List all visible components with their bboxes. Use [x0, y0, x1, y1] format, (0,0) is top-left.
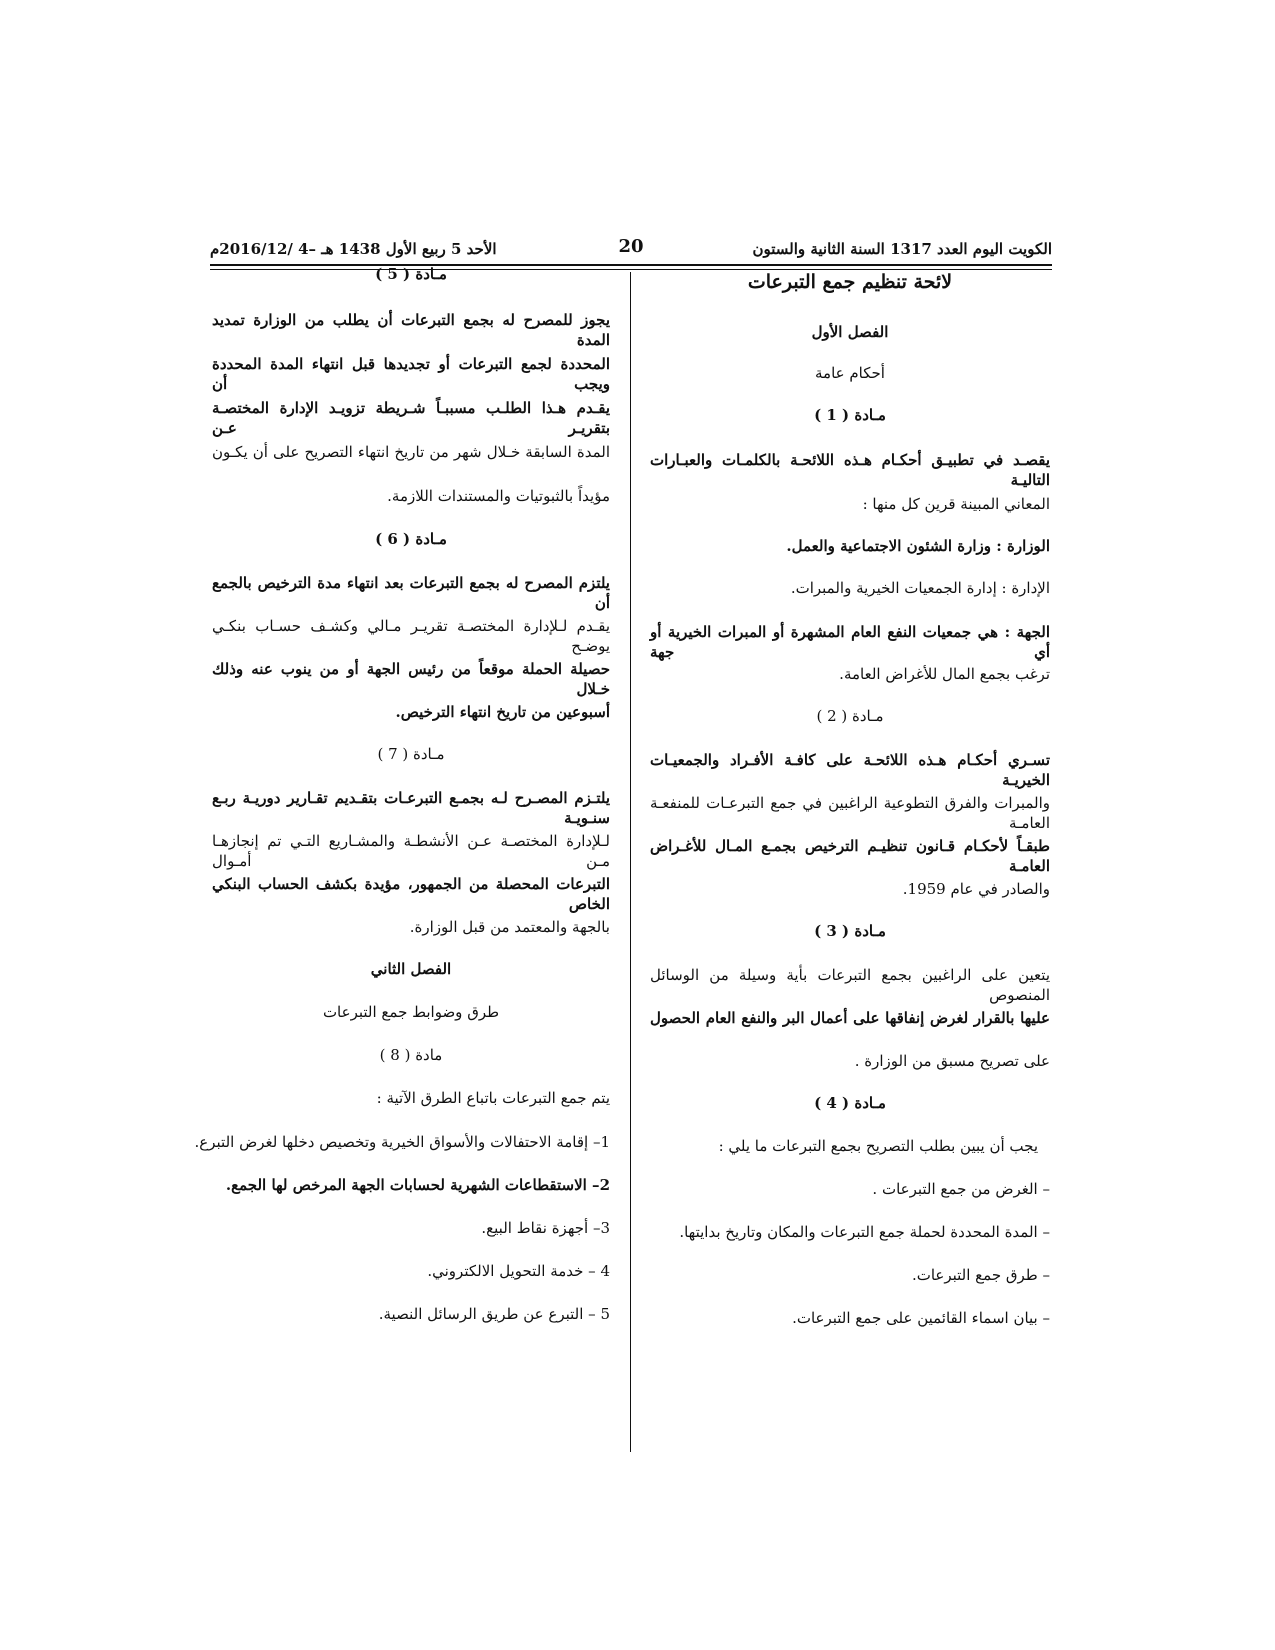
list-item: 4 – خدمة التحويل الالكتروني. [427, 1262, 610, 1280]
definition-line: الوزارة : وزارة الشئون الاجتماعية والعمل. [786, 537, 1050, 555]
header-date: الأحد 5 ربيع الأول 1438 هـ –4 /2016/12م [210, 240, 497, 258]
paragraph-line: يتم جمع التبرعات باتباع الطرق الآتية : [376, 1089, 610, 1107]
paragraph-line: عليها بالقرار لغرض إنفاقها على أعمال البر والنفع العام الحصول [650, 1009, 1050, 1027]
list-item: 1– إقامة الاحتفالات والأسواق الخيرية وتخصيص دخلها لغرض التبرع. [194, 1133, 610, 1151]
paragraph-line: والصادر في عام 1959. [902, 880, 1050, 898]
paragraph-line: والمبرات والفرق التطوعية الراغبين في جمع التبرعـات للمنفعـة العامـة [650, 794, 1050, 832]
list-item: – طرق جمع التبرعات. [911, 1266, 1050, 1284]
article-heading: مـادة ( 1 ) [814, 406, 886, 424]
paragraph-line: مؤيداً بالثبوتيات والمستندات اللازمة. [387, 487, 610, 505]
paragraph-line: يتعين على الراغبين بجمع التبرعات بأية وسيلة من الوسائل المنصوص [650, 966, 1050, 1004]
header-issue: الكويت اليوم العدد 1317 السنة الثانية والستون [752, 240, 1052, 258]
list-item: – بيان اسماء القائمين على جمع التبرعات. [792, 1309, 1050, 1327]
chapter-heading: الفصل الثاني [370, 960, 452, 978]
list-item: – المدة المحددة لحملة جمع التبرعات والمكان وتاريخ بدايتها. [679, 1223, 1050, 1241]
article-heading: مـادة ( 4 ) [814, 1094, 886, 1112]
section-heading: طرق وضوابط جمع التبرعات [322, 1003, 500, 1021]
definition-line: الجهة : هي جمعيات النفع العام المشهرة أو المبرات الخيرية أو أي جهة [650, 623, 1050, 661]
paragraph-line: التبرعات المحصلة من الجمهور، مؤيدة بكشف الحساب البنكي الخاص [212, 875, 610, 913]
paragraph-line: أسبوعين من تاريخ انتهاء الترخيص. [395, 703, 610, 721]
chapter-heading: الفصل الأول [811, 323, 889, 341]
paragraph-line: ترغب بجمع المال للأغراض العامة. [839, 665, 1050, 683]
list-item: 3– أجهزة نقاط البيع. [481, 1219, 610, 1237]
paragraph-line: طبقـاً لأحكـام قـانون تنظيـم الترخيص بجمـع المـال للأغـراض العامـة [650, 837, 1050, 875]
paragraph-line: يلتـزم المصـرح لـه بجمـع التبرعـات بتقـديم تقـارير دوريـة ربـع سنـويـة [212, 789, 610, 827]
paragraph-line: بالجهة والمعتمد من قبل الوزارة. [409, 918, 610, 936]
paragraph-line: يجوز للمصرح له بجمع التبرعات أن يطلب من الوزارة تمديد المدة [212, 311, 610, 349]
article-heading: مـادة ( 6 ) [375, 530, 447, 548]
paragraph-line: يقـدم لـلإدارة المختصـة تقريـر مـالي وكشـف حسـاب بنكـي يوضـح [212, 617, 610, 655]
definition-line: الإدارة : إدارة الجمعيات الخيرية والمبرات. [790, 579, 1050, 597]
page-header [210, 236, 1052, 264]
paragraph-line: المعاني المبينة قرين كل منها : [862, 495, 1050, 513]
list-item: – الغرض من جمع التبرعات . [872, 1180, 1050, 1198]
document-title: لائحة تنظيم جمع التبرعات [747, 271, 953, 293]
article-heading: مادة ( 8 ) [379, 1046, 443, 1064]
article-heading: مـادة ( 5 ) [375, 265, 447, 283]
paragraph-line: يقـدم هـذا الطلـب مسببـاً شـريطة تزويـد الإدارة المختصـة بتقريـر عـن [212, 399, 610, 437]
list-item: 5 – التبرع عن طريق الرسائل النصية. [378, 1305, 610, 1323]
paragraph-line: لـلإدارة المختصـة عـن الأنشطـة والمشـاريع التـي تم إنجازهـا مـن أمـوال [212, 832, 610, 870]
page-number: 20 [618, 236, 644, 257]
paragraph-line: المحددة لجمع التبرعات أو تجديدها قبل انتهاء المدة المحددة ويجب أن [212, 355, 610, 393]
paragraph-line: حصيلة الحملة موقعاً من رئيس الجهة أو من ينوب عنه وذلك خـلال [212, 660, 610, 698]
article-heading: مـادة ( 2 ) [816, 707, 884, 725]
paragraph-line: يجب أن يبين بطلب التصريح بجمع التبرعات ما يلي : [718, 1137, 1038, 1155]
paragraph-line: تسـري أحكـام هـذه اللائحـة على كافـة الأفـراد والجمعيـات الخيريـة [650, 751, 1050, 789]
paragraph-line: المدة السابقة خـلال شهر من تاريخ انتهاء التصريح على أن يكـون [212, 443, 610, 461]
list-item: 2– الاستقطاعات الشهرية لحسابات الجهة المرخص لها الجمع. [225, 1176, 610, 1194]
paragraph-line: على تصريح مسبق من الوزارة . [854, 1052, 1050, 1070]
column-divider [630, 272, 631, 1452]
section-heading: أحكام عامة [815, 364, 885, 382]
paragraph-line: يلتزم المصرح له بجمع التبرعات بعد انتهاء مدة الترخيص بالجمع أن [212, 574, 610, 612]
article-heading: مـادة ( 7 ) [377, 745, 445, 763]
paragraph-line: يقصـد في تطبيـق أحكـام هـذه اللائحـة بالكلمـات والعبـارات التاليـة [650, 451, 1050, 489]
article-heading: مـادة ( 3 ) [814, 922, 886, 940]
